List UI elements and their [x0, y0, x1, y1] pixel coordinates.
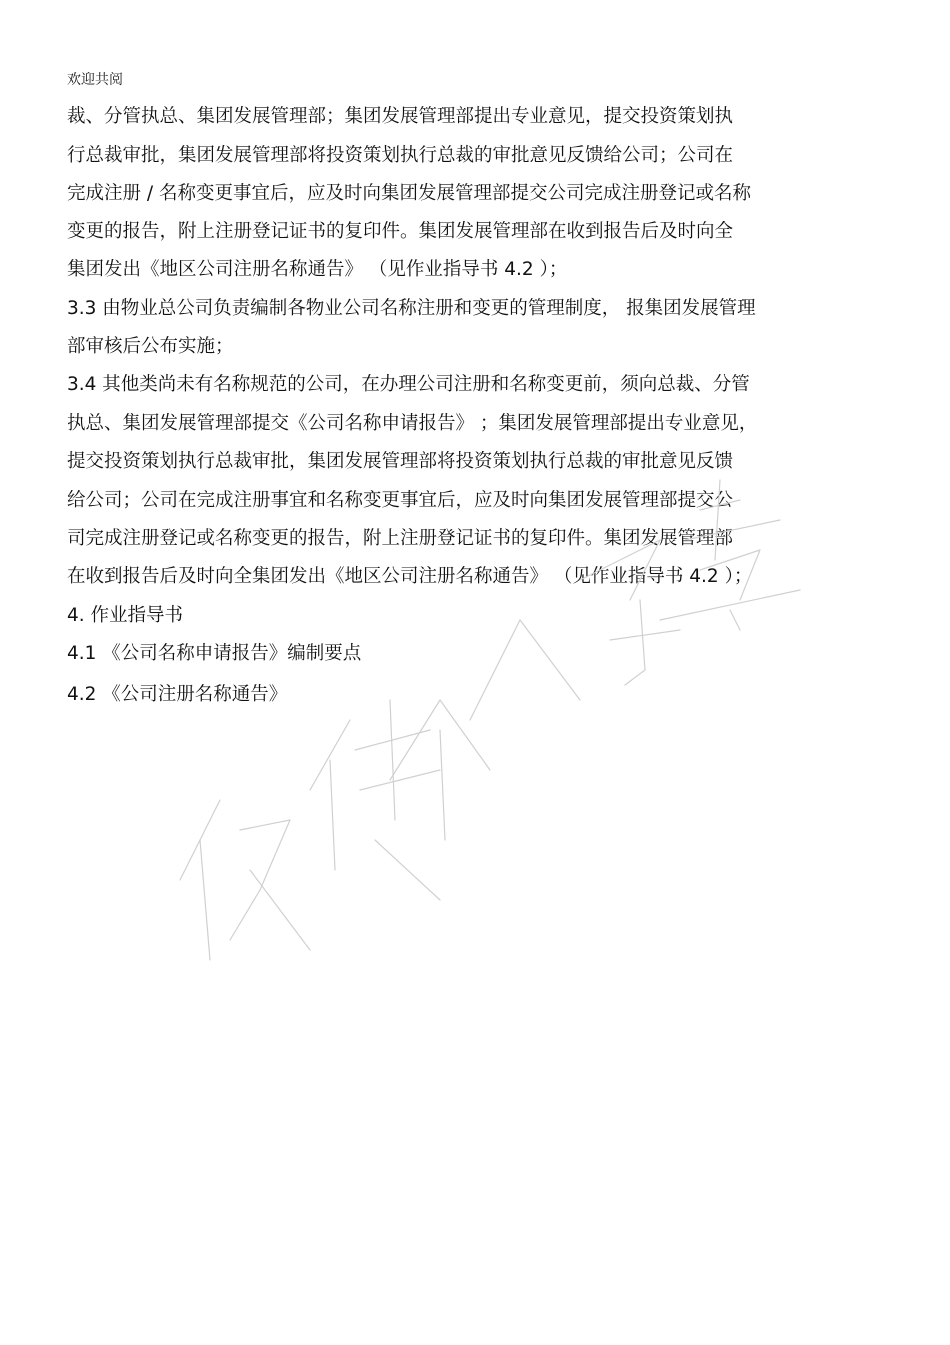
section-3-4-line: 3.4 其他类尚未有名称规范的公司，在办理公司注册和名称变更前，须向总裁、分管	[67, 374, 750, 395]
page-header: 欢迎共阅	[67, 72, 123, 88]
section-4-1-line: 4.1 《公司名称申请报告》编制要点	[67, 643, 362, 664]
paragraph-line: 集团发出《地区公司注册名称通告》 （见作业指导书 4.2 ）；	[67, 259, 568, 280]
paragraph-line: 部审核后公布实施；	[67, 336, 234, 357]
paragraph-line: 司完成注册登记或名称变更的报告，附上注册登记证书的复印件。集团发展管理部	[67, 528, 734, 549]
paragraph-line: 在收到报告后及时向全集团发出《地区公司注册名称通告》 （见作业指导书 4.2 ）；	[67, 566, 753, 587]
paragraph-line: 变更的报告，附上注册登记证书的复印件。集团发展管理部在收到报告后及时向全	[67, 221, 734, 242]
section-4-2-line: 4.2 《公司注册名称通告》	[67, 684, 288, 705]
paragraph-line: 执总、集团发展管理部提交《公司名称申请报告》 ；集团发展管理部提出专业意见，	[67, 413, 758, 434]
paragraph-line: 完成注册 / 名称变更事宜后，应及时向集团发展管理部提交公司完成注册登记或名称	[67, 183, 751, 204]
paragraph-line: 行总裁审批，集团发展管理部将投资策划执行总裁的审批意见反馈给公司；公司在	[67, 145, 734, 166]
section-3-3-line: 3.3 由物业总公司负责编制各物业公司名称注册和变更的管理制度， 报集团发展管理	[67, 298, 756, 319]
section-4-heading: 4. 作业指导书	[67, 605, 184, 626]
paragraph-line: 给公司；公司在完成注册事宜和名称变更事宜后，应及时向集团发展管理部提交公	[67, 490, 734, 511]
paragraph-line: 裁、分管执总、集团发展管理部；集团发展管理部提出专业意见，提交投资策划执	[67, 106, 734, 127]
watermark-strokes	[180, 480, 800, 960]
paragraph-line: 提交投资策划执行总裁审批，集团发展管理部将投资策划执行总裁的审批意见反馈	[67, 451, 734, 472]
